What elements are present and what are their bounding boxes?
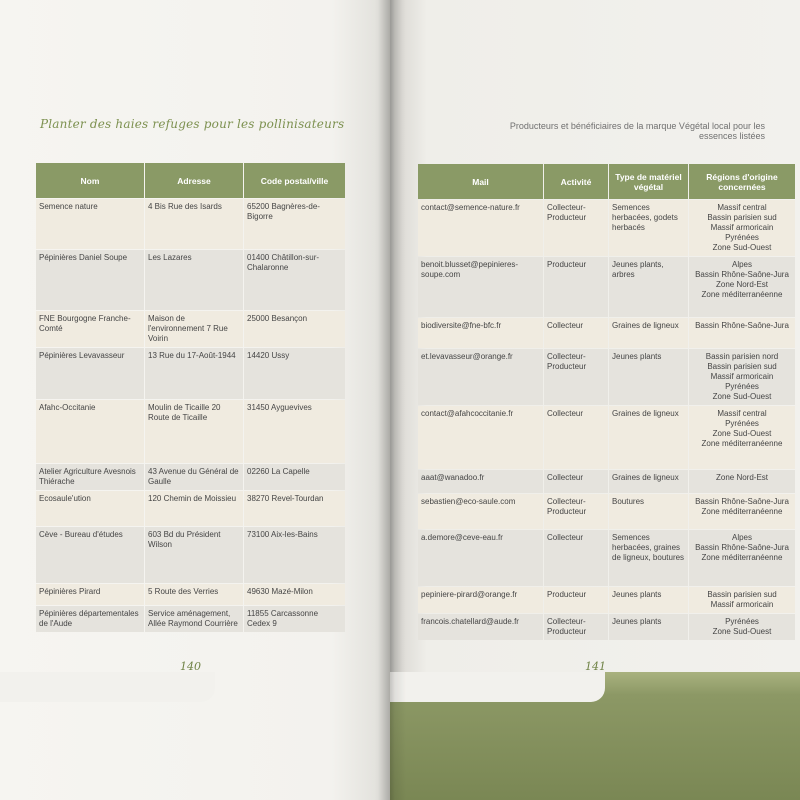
right-cell-activite: Collecteur [544, 470, 608, 493]
right-cell-type-materiel: Semences herbacées, graines de ligneux, boutures [609, 530, 688, 586]
left-table-row [36, 400, 345, 463]
right-table-row [418, 530, 795, 586]
right-table-row [418, 349, 795, 405]
left-cell-code-postal: 38270 Revel-Tourdan [244, 491, 345, 526]
right-cell-regions: Massif central Bassin parisien sud Massif armoricain Pyrénées Zone Sud-Ouest [689, 200, 795, 256]
right-cell-activite: Collecteur [544, 318, 608, 348]
right-page-number: 141 [585, 660, 606, 673]
left-cell-code-postal: 01400 Châtillon-sur-Chalaronne [244, 250, 345, 310]
left-cell-nom: Ecosaule'ution [36, 491, 144, 526]
left-table-row [36, 491, 345, 526]
left-page-number: 140 [180, 660, 201, 673]
left-table-row [36, 250, 345, 310]
right-cell-type-materiel: Semences herbacées, godets herbacés [609, 200, 688, 256]
left-cell-code-postal: 65200 Bagnères-de-Bigorre [244, 199, 345, 249]
right-cell-regions: Zone Nord-Est [689, 470, 795, 493]
right-cell-activite: Collecteur-Producteur [544, 614, 608, 640]
left-cell-adresse: Maison de l'environnement 7 Rue Voirin [145, 311, 243, 347]
right-cell-activite: Collecteur-Producteur [544, 200, 608, 256]
left-cell-adresse: Les Lazares [145, 250, 243, 310]
right-cell-mail: contact@semence-nature.fr [418, 200, 543, 256]
left-table-row [36, 464, 345, 490]
left-table-row [36, 606, 345, 632]
left-cell-adresse: 13 Rue du 17-Août-1944 [145, 348, 243, 399]
right-cell-type-materiel: Jeunes plants [609, 614, 688, 640]
header-code-postal: Code postal/ville [244, 163, 345, 198]
right-cell-mail: a.demore@ceve-eau.fr [418, 530, 543, 586]
right-cell-regions: Pyrénées Zone Sud-Ouest [689, 614, 795, 640]
right-tab [390, 672, 605, 702]
left-table-row [36, 527, 345, 583]
right-cell-activite: Collecteur-Producteur [544, 349, 608, 405]
right-cell-type-materiel: Graines de ligneux [609, 318, 688, 348]
right-table-row [418, 406, 795, 469]
left-cell-adresse: Service aménagement, Allée Raymond Courrière [145, 606, 243, 632]
right-cell-type-materiel: Jeunes plants [609, 587, 688, 613]
left-table-row [36, 348, 345, 399]
left-cell-adresse: 120 Chemin de Moissieu [145, 491, 243, 526]
right-cell-activite: Producteur [544, 257, 608, 317]
right-cell-regions: Bassin parisien sud Massif armoricain [689, 587, 795, 613]
right-cell-regions: Massif central Pyrénées Zone Sud-Ouest Zone méditerranéenne [689, 406, 795, 469]
left-cell-nom: Pépinières Daniel Soupe [36, 250, 144, 310]
left-cell-code-postal: 73100 Aix-les-Bains [244, 527, 345, 583]
right-cell-type-materiel: Boutures [609, 494, 688, 529]
right-cell-mail: contact@afahcoccitanie.fr [418, 406, 543, 469]
left-cell-nom: Cève - Bureau d'études [36, 527, 144, 583]
left-cell-nom: Pépinières Levavasseur [36, 348, 144, 399]
right-table-row [418, 494, 795, 529]
right-table [417, 163, 796, 641]
right-table-row [418, 470, 795, 493]
right-table-row [418, 614, 795, 640]
header-type-materiel: Type de matériel végétal [609, 164, 688, 199]
right-cell-regions: Bassin Rhône-Saône-Jura Zone méditerranéenne [689, 494, 795, 529]
header-activite: Activité [544, 164, 608, 199]
left-cell-adresse: 5 Route des Verries [145, 584, 243, 605]
right-cell-mail: aaat@wanadoo.fr [418, 470, 543, 493]
left-table-header-row [36, 163, 345, 198]
header-nom: Nom [36, 163, 144, 198]
left-cell-nom: Semence nature [36, 199, 144, 249]
left-cell-nom: Pépinières Pirard [36, 584, 144, 605]
left-cell-adresse: Moulin de Ticaille 20 Route de Ticaille [145, 400, 243, 463]
right-cell-type-materiel: Graines de ligneux [609, 406, 688, 469]
left-cell-code-postal: 11855 Carcassonne Cedex 9 [244, 606, 345, 632]
header-adresse: Adresse [145, 163, 243, 198]
right-cell-mail: et.levavasseur@orange.fr [418, 349, 543, 405]
header-regions: Régions d'origine concernées [689, 164, 795, 199]
right-cell-type-materiel: Jeunes plants [609, 349, 688, 405]
left-cell-adresse: 603 Bd du Président Wilson [145, 527, 243, 583]
left-cell-code-postal: 02260 La Capelle [244, 464, 345, 490]
right-table-row [418, 587, 795, 613]
left-table-row [36, 584, 345, 605]
right-cell-regions: Alpes Bassin Rhône-Saône-Jura Zone méditerranéenne [689, 530, 795, 586]
right-cell-activite: Producteur [544, 587, 608, 613]
right-table-row [418, 318, 795, 348]
right-cell-mail: pepiniere-pirard@orange.fr [418, 587, 543, 613]
right-cell-type-materiel: Graines de ligneux [609, 470, 688, 493]
left-table-row [36, 199, 345, 249]
left-cell-code-postal: 49630 Mazé-Milon [244, 584, 345, 605]
right-cell-activite: Collecteur-Producteur [544, 494, 608, 529]
left-cell-nom: FNE Bourgogne Franche-Comté [36, 311, 144, 347]
right-cell-mail: benoit.blusset@pepinieres-soupe.com [418, 257, 543, 317]
left-cell-code-postal: 31450 Ayguevives [244, 400, 345, 463]
right-cell-regions: Bassin parisien nord Bassin parisien sud Massif armoricain Pyrénées Zone Sud-Ouest [689, 349, 795, 405]
left-tab [0, 672, 215, 702]
right-cell-regions: Bassin Rhône-Saône-Jura [689, 318, 795, 348]
right-cell-mail: biodiversite@fne-bfc.fr [418, 318, 543, 348]
right-cell-activite: Collecteur [544, 530, 608, 586]
right-cell-mail: sebastien@eco-saule.com [418, 494, 543, 529]
right-table-header-row [418, 164, 795, 199]
right-cell-regions: Alpes Bassin Rhône-Saône-Jura Zone Nord-Est Zone méditerranéenne [689, 257, 795, 317]
right-cell-mail: francois.chatellard@aude.fr [418, 614, 543, 640]
left-running-title: Planter des haies refuges pour les pollinisateurs [40, 117, 345, 131]
right-cell-type-materiel: Jeunes plants, arbres [609, 257, 688, 317]
left-cell-nom: Pépinières départementales de l'Aude [36, 606, 144, 632]
left-cell-adresse: 43 Avenue du Général de Gaulle [145, 464, 243, 490]
left-table [35, 162, 346, 633]
right-page [390, 0, 800, 800]
left-cell-code-postal: 14420 Ussy [244, 348, 345, 399]
right-table-row [418, 200, 795, 256]
right-table-row [418, 257, 795, 317]
left-cell-nom: Atelier Agriculture Avesnois Thiérache [36, 464, 144, 490]
left-page [0, 0, 390, 800]
left-cell-adresse: 4 Bis Rue des Isards [145, 199, 243, 249]
right-running-title: Producteurs et bénéficiaires de la marque Végétal local pour les essences listées [509, 121, 765, 141]
right-cell-activite: Collecteur [544, 406, 608, 469]
left-cell-nom: Afahc-Occitanie [36, 400, 144, 463]
left-cell-code-postal: 25000 Besançon [244, 311, 345, 347]
left-table-row [36, 311, 345, 347]
header-mail: Mail [418, 164, 543, 199]
